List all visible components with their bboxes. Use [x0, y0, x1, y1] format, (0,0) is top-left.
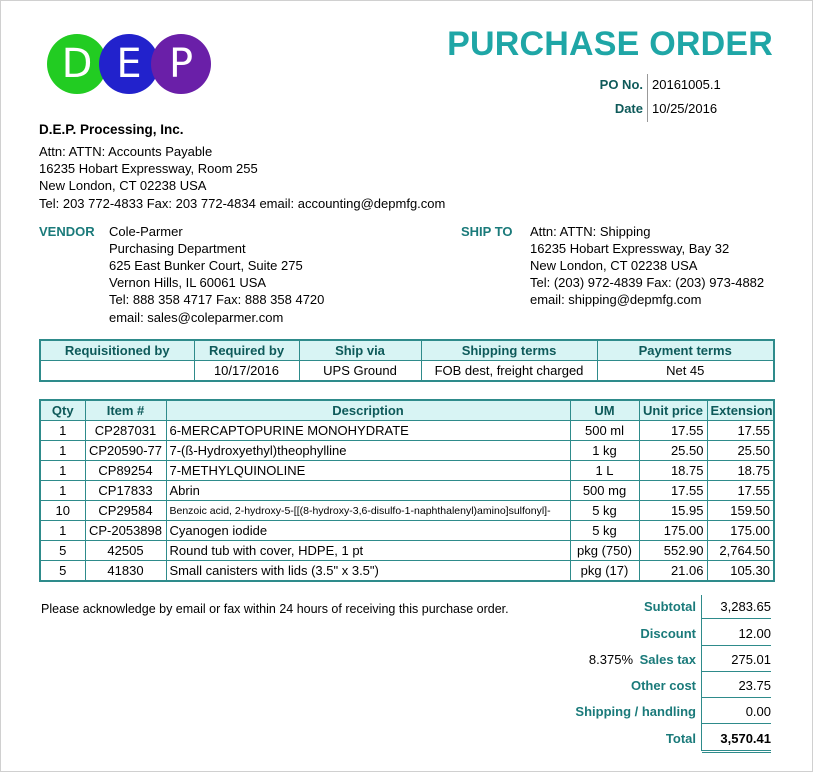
description-cell: Small canisters with lids (3.5" x 3.5"): [166, 561, 570, 582]
vendor-line: 625 East Bunker Court, Suite 275: [109, 258, 303, 273]
extension-cell: 17.55: [707, 481, 774, 501]
vendor-line: Vernon Hills, IL 60061 USA: [109, 275, 267, 290]
company-contact: Tel: 203 772-4833 Fax: 203 772-4834 email: accounting@depmfg.com: [39, 196, 446, 211]
logo-letter-p: P: [151, 34, 211, 94]
item-number-cell: CP287031: [85, 421, 166, 441]
table-row: [40, 441, 774, 461]
extension-cell: 25.50: [707, 441, 774, 461]
ship-to-label: SHIP TO: [461, 224, 513, 239]
um-cell: pkg (17): [570, 561, 639, 582]
terms-header-cell: Requisitioned by: [40, 340, 194, 361]
extension-cell: 18.75: [707, 461, 774, 481]
description-cell: Round tub with cover, HDPE, 1 pt: [166, 541, 570, 561]
ship-to-line: Attn: ATTN: Shipping: [530, 224, 651, 239]
description-cell: 7-METHYLQUINOLINE: [166, 461, 570, 481]
item-number-cell: CP-2053898: [85, 521, 166, 541]
terms-header-row: [40, 340, 774, 361]
table-row: [40, 481, 774, 501]
vendor-line: email: sales@coleparmer.com: [109, 310, 284, 325]
um-cell: 500 ml: [570, 421, 639, 441]
unit-price-cell: 175.00: [639, 521, 707, 541]
um-cell: 1 L: [570, 461, 639, 481]
shipping-handling-value: 0.00: [702, 704, 771, 724]
total-label: Total: [665, 731, 696, 746]
table-row: [40, 461, 774, 481]
tax-rate: 8.375%: [588, 652, 633, 667]
extension-cell: 159.50: [707, 501, 774, 521]
extension-cell: 2,764.50: [707, 541, 774, 561]
ship-to-line: email: shipping@depmfg.com: [530, 292, 702, 307]
qty-cell: 5: [40, 561, 85, 582]
logo-letter-e: E: [99, 34, 159, 94]
unit-price-cell: 552.90: [639, 541, 707, 561]
extension-cell: 175.00: [707, 521, 774, 541]
extension-cell: 17.55: [707, 421, 774, 441]
sales-tax-label: Sales tax: [639, 652, 696, 667]
item-number-cell: 42505: [85, 541, 166, 561]
table-row: [40, 421, 774, 441]
um-cell: 5 kg: [570, 521, 639, 541]
description-cell: Cyanogen iodide: [166, 521, 570, 541]
unit-price-cell: 21.06: [639, 561, 707, 582]
terms-header-cell: Payment terms: [597, 340, 774, 361]
qty-cell: 10: [40, 501, 85, 521]
vendor-line: Tel: 888 358 4717 Fax: 888 358 4720: [109, 292, 325, 307]
date-value: 10/25/2016: [652, 101, 718, 116]
qty-cell: 1: [40, 441, 85, 461]
date-label: Date: [614, 101, 643, 116]
discount-label: Discount: [640, 626, 696, 641]
table-row: [40, 541, 774, 561]
description-cell: Benzoic acid, 2-hydroxy-5-[[(8-hydroxy-3,6-disulfo-1-naphthalenyl)amino]sulfonyl]-: [166, 501, 570, 521]
shipping-handling-label: Shipping / handling: [575, 704, 696, 719]
terms-table: [39, 339, 775, 382]
unit-price-cell: 15.95: [639, 501, 707, 521]
po-divider: [647, 74, 648, 122]
unit-price-cell: 17.55: [639, 481, 707, 501]
item-number-cell: CP20590-77: [85, 441, 166, 461]
extension-cell: 105.30: [707, 561, 774, 582]
item-number-cell: CP17833: [85, 481, 166, 501]
other-cost-value: 23.75: [702, 678, 771, 698]
terms-value-row: [40, 361, 774, 382]
items-header-cell: Description: [166, 400, 570, 421]
page-title: PURCHASE ORDER: [447, 25, 773, 63]
po-number-label: PO No.: [599, 77, 643, 92]
vendor-line: Purchasing Department: [109, 241, 246, 256]
item-number-cell: CP29584: [85, 501, 166, 521]
logo-letter-d: D: [47, 34, 107, 94]
unit-price-cell: 25.50: [639, 441, 707, 461]
discount-value: 12.00: [702, 626, 771, 646]
subtotal-value: 3,283.65: [702, 599, 771, 619]
ship-via-value: UPS Ground: [299, 361, 421, 382]
acknowledge-note: Please acknowledge by email or fax within 24 hours of receiving this purchase order.: [41, 602, 509, 616]
um-cell: 500 mg: [570, 481, 639, 501]
items-header-cell: Extension: [707, 400, 774, 421]
um-cell: 5 kg: [570, 501, 639, 521]
qty-cell: 1: [40, 481, 85, 501]
um-cell: pkg (750): [570, 541, 639, 561]
description-cell: Abrin: [166, 481, 570, 501]
vendor-line: Cole-Parmer: [109, 224, 183, 239]
unit-price-cell: 17.55: [639, 421, 707, 441]
items-header-cell: Unit price: [639, 400, 707, 421]
items-body: [40, 421, 774, 582]
company-address-1: 16235 Hobart Expressway, Room 255: [39, 161, 258, 176]
table-row: [40, 521, 774, 541]
ship-to-line: Tel: (203) 972-4839 Fax: (203) 973-4882: [530, 275, 765, 290]
items-table: [39, 399, 775, 582]
items-header-row: [40, 400, 774, 421]
sales-tax-value: 275.01: [702, 652, 771, 672]
qty-cell: 1: [40, 421, 85, 441]
company-attn: Attn: ATTN: Accounts Payable: [39, 144, 213, 159]
total-value: 3,570.41: [702, 731, 771, 753]
items-header-cell: Item #: [85, 400, 166, 421]
table-row: [40, 501, 774, 521]
po-number-value: 20161005.1: [652, 77, 721, 92]
company-name: D.E.P. Processing, Inc.: [39, 122, 184, 137]
table-row: [40, 561, 774, 582]
payment-terms-value: Net 45: [597, 361, 774, 382]
vendor-label: VENDOR: [39, 224, 95, 239]
item-number-cell: CP89254: [85, 461, 166, 481]
terms-header-cell: Shipping terms: [421, 340, 597, 361]
qty-cell: 5: [40, 541, 85, 561]
terms-header-cell: Required by: [194, 340, 299, 361]
um-cell: 1 kg: [570, 441, 639, 461]
items-header-cell: Qty: [40, 400, 85, 421]
ship-to-line: 16235 Hobart Expressway, Bay 32: [530, 241, 730, 256]
description-cell: 7-(ß-Hydroxyethyl)theophylline: [166, 441, 570, 461]
qty-cell: 1: [40, 521, 85, 541]
shipping-terms-value: FOB dest, freight charged: [421, 361, 597, 382]
item-number-cell: 41830: [85, 561, 166, 582]
ship-to-line: New London, CT 02238 USA: [530, 258, 698, 273]
items-header-cell: UM: [570, 400, 639, 421]
terms-header-cell: Ship via: [299, 340, 421, 361]
company-address-2: New London, CT 02238 USA: [39, 178, 207, 193]
description-cell: 6-MERCAPTOPURINE MONOHYDRATE: [166, 421, 570, 441]
subtotal-label: Subtotal: [644, 599, 696, 614]
requisitioned-by-value: [40, 361, 194, 382]
other-cost-label: Other cost: [630, 678, 696, 693]
unit-price-cell: 18.75: [639, 461, 707, 481]
required-by-value: 10/17/2016: [194, 361, 299, 382]
qty-cell: 1: [40, 461, 85, 481]
